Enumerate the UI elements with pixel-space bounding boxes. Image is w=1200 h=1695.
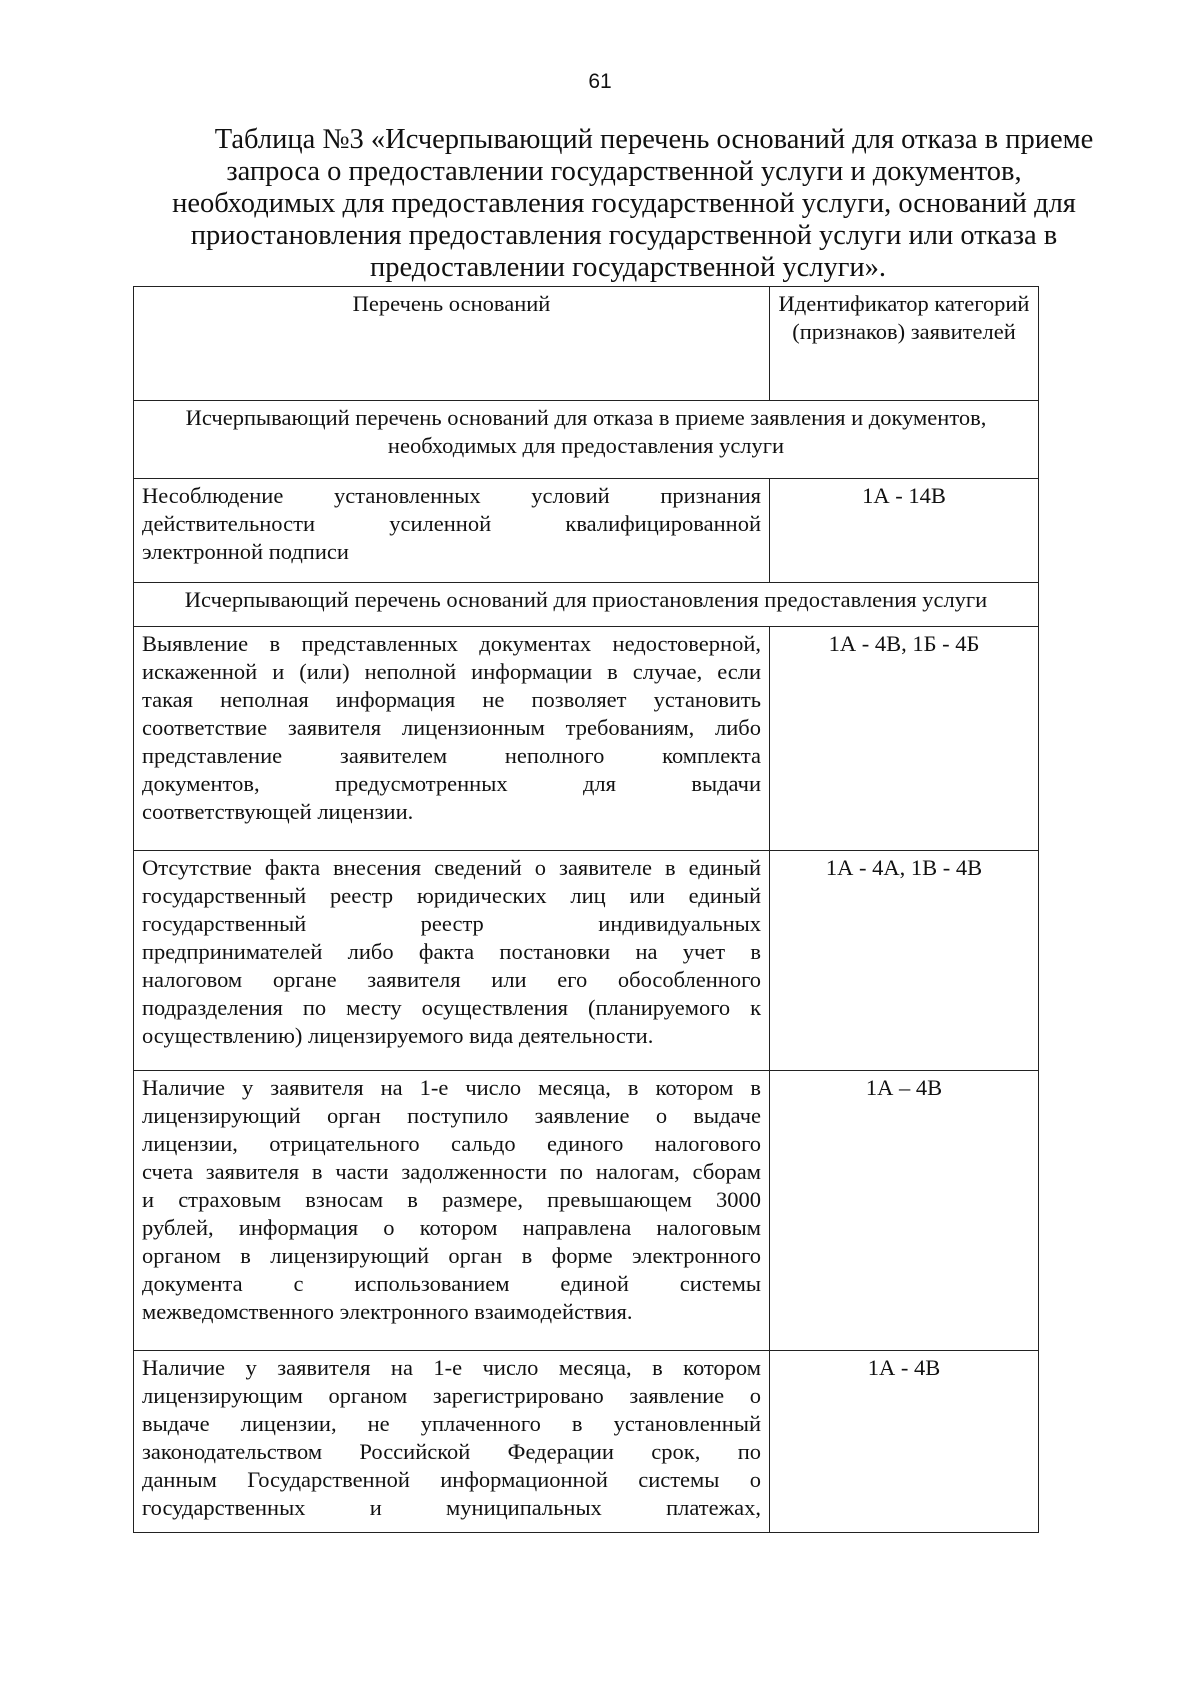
section-title-suspension: Исчерпывающий перечень оснований для приостановления предоставления услуги	[134, 583, 1039, 627]
ground-line: лицензирующим органом зарегистрировано заявление о	[142, 1383, 761, 1408]
ground-line: документа с использованием единой системы	[142, 1271, 761, 1296]
ground-line: государственный реестр юридических лиц или единый	[142, 883, 761, 908]
ground-line: государственный реестр индивидуальных	[142, 911, 761, 936]
ground-line: лицензирующий орган поступило заявление о выдаче	[142, 1103, 761, 1128]
section-row	[134, 583, 1039, 627]
ground-cell	[134, 1351, 770, 1533]
ground-line: действительности усиленной квалифицированной	[142, 511, 761, 536]
ground-line: искаженной и (или) неполной информации в случае, если	[142, 659, 761, 684]
table-row	[134, 851, 1039, 1071]
title-line: предоставлении государственной услуги».	[369, 252, 887, 283]
ground-line: предпринимателей либо факта постановки на учет в	[142, 939, 761, 964]
table-title	[150, 124, 1098, 284]
ground-cell	[134, 1071, 770, 1351]
ground-line: выдаче лицензии, не уплаченного в установленный	[142, 1411, 761, 1436]
grounds-table	[133, 286, 1039, 1533]
ground-line: Несоблюдение установленных условий признания	[142, 483, 761, 508]
identifier-cell: 1А - 14В	[770, 479, 1039, 583]
ground-cell	[134, 627, 770, 851]
table-row	[134, 627, 1039, 851]
ground-line: межведомственного электронного взаимодействия.	[142, 1299, 633, 1324]
header-grounds-list: Перечень оснований	[134, 287, 770, 401]
title-line: необходимых для предоставления государственной услуги, оснований для	[172, 188, 1076, 219]
ground-line: соответствующей лицензии.	[142, 799, 414, 824]
ground-cell	[134, 479, 770, 583]
ground-line: лицензии, отрицательного сальдо единого налогового	[142, 1131, 761, 1156]
ground-cell	[134, 851, 770, 1071]
ground-line: Отсутствие факта внесения сведений о заявителе в единый	[142, 855, 761, 880]
section-title-refusal: Исчерпывающий перечень оснований для отказа в приеме заявления и документов, необходимых для предоставления услуги	[134, 401, 1039, 479]
header-category-identifier: Идентификатор категорий (признаков) заявителей	[770, 287, 1039, 401]
ground-line: осуществлению) лицензируемого вида деятельности.	[142, 1023, 654, 1048]
table-row	[134, 479, 1039, 583]
table-header-row	[134, 287, 1039, 401]
ground-line: счета заявителя в части задолженности по налогам, сборам	[142, 1159, 761, 1184]
title-line: Таблица №3 «Исчерпывающий перечень оснований для отказа в приеме	[214, 124, 1094, 155]
ground-line: законодательством Российской Федерации срок, по	[142, 1439, 761, 1464]
ground-line: и страховым взносам в размере, превышающем 3000	[142, 1187, 761, 1212]
section-row	[134, 401, 1039, 479]
ground-line: Выявление в представленных документах недостоверной,	[142, 631, 761, 656]
page-number: 61	[588, 70, 612, 93]
table-row	[134, 1071, 1039, 1351]
ground-line: Наличие у заявителя на 1-е число месяца, в котором	[142, 1355, 761, 1380]
identifier-cell: 1А - 4В, 1Б - 4Б	[770, 627, 1039, 851]
identifier-cell: 1А – 4В	[770, 1071, 1039, 1351]
title-line: запроса о предоставлении государственной услуги и документов,	[226, 156, 1022, 187]
ground-line: документов, предусмотренных для выдачи	[142, 771, 761, 796]
ground-line: данным Государственной информационной системы о	[142, 1467, 761, 1492]
ground-line: подразделения по месту осуществления (планируемого к	[142, 995, 761, 1020]
ground-line: органом в лицензирующий орган в форме электронного	[142, 1243, 761, 1268]
ground-line: налоговом органе заявителя или его обособленного	[142, 967, 761, 992]
identifier-cell: 1А - 4А, 1В - 4В	[770, 851, 1039, 1071]
table-row	[134, 1351, 1039, 1533]
ground-line: соответствие заявителя лицензионным требованиям, либо	[142, 715, 761, 740]
ground-line: такая неполная информация не позволяет установить	[142, 687, 761, 712]
ground-line: электронной подписи	[142, 539, 349, 564]
ground-line: представление заявителем неполного комплекта	[142, 743, 761, 768]
ground-line: рублей, информация о котором направлена налоговым	[142, 1215, 761, 1240]
ground-line: Наличие у заявителя на 1-е число месяца, в котором в	[142, 1075, 761, 1100]
title-line: приостановления предоставления государственной услуги или отказа в	[190, 220, 1058, 251]
identifier-cell: 1А - 4В	[770, 1351, 1039, 1533]
ground-line: государственных и муниципальных платежах,	[142, 1495, 761, 1520]
